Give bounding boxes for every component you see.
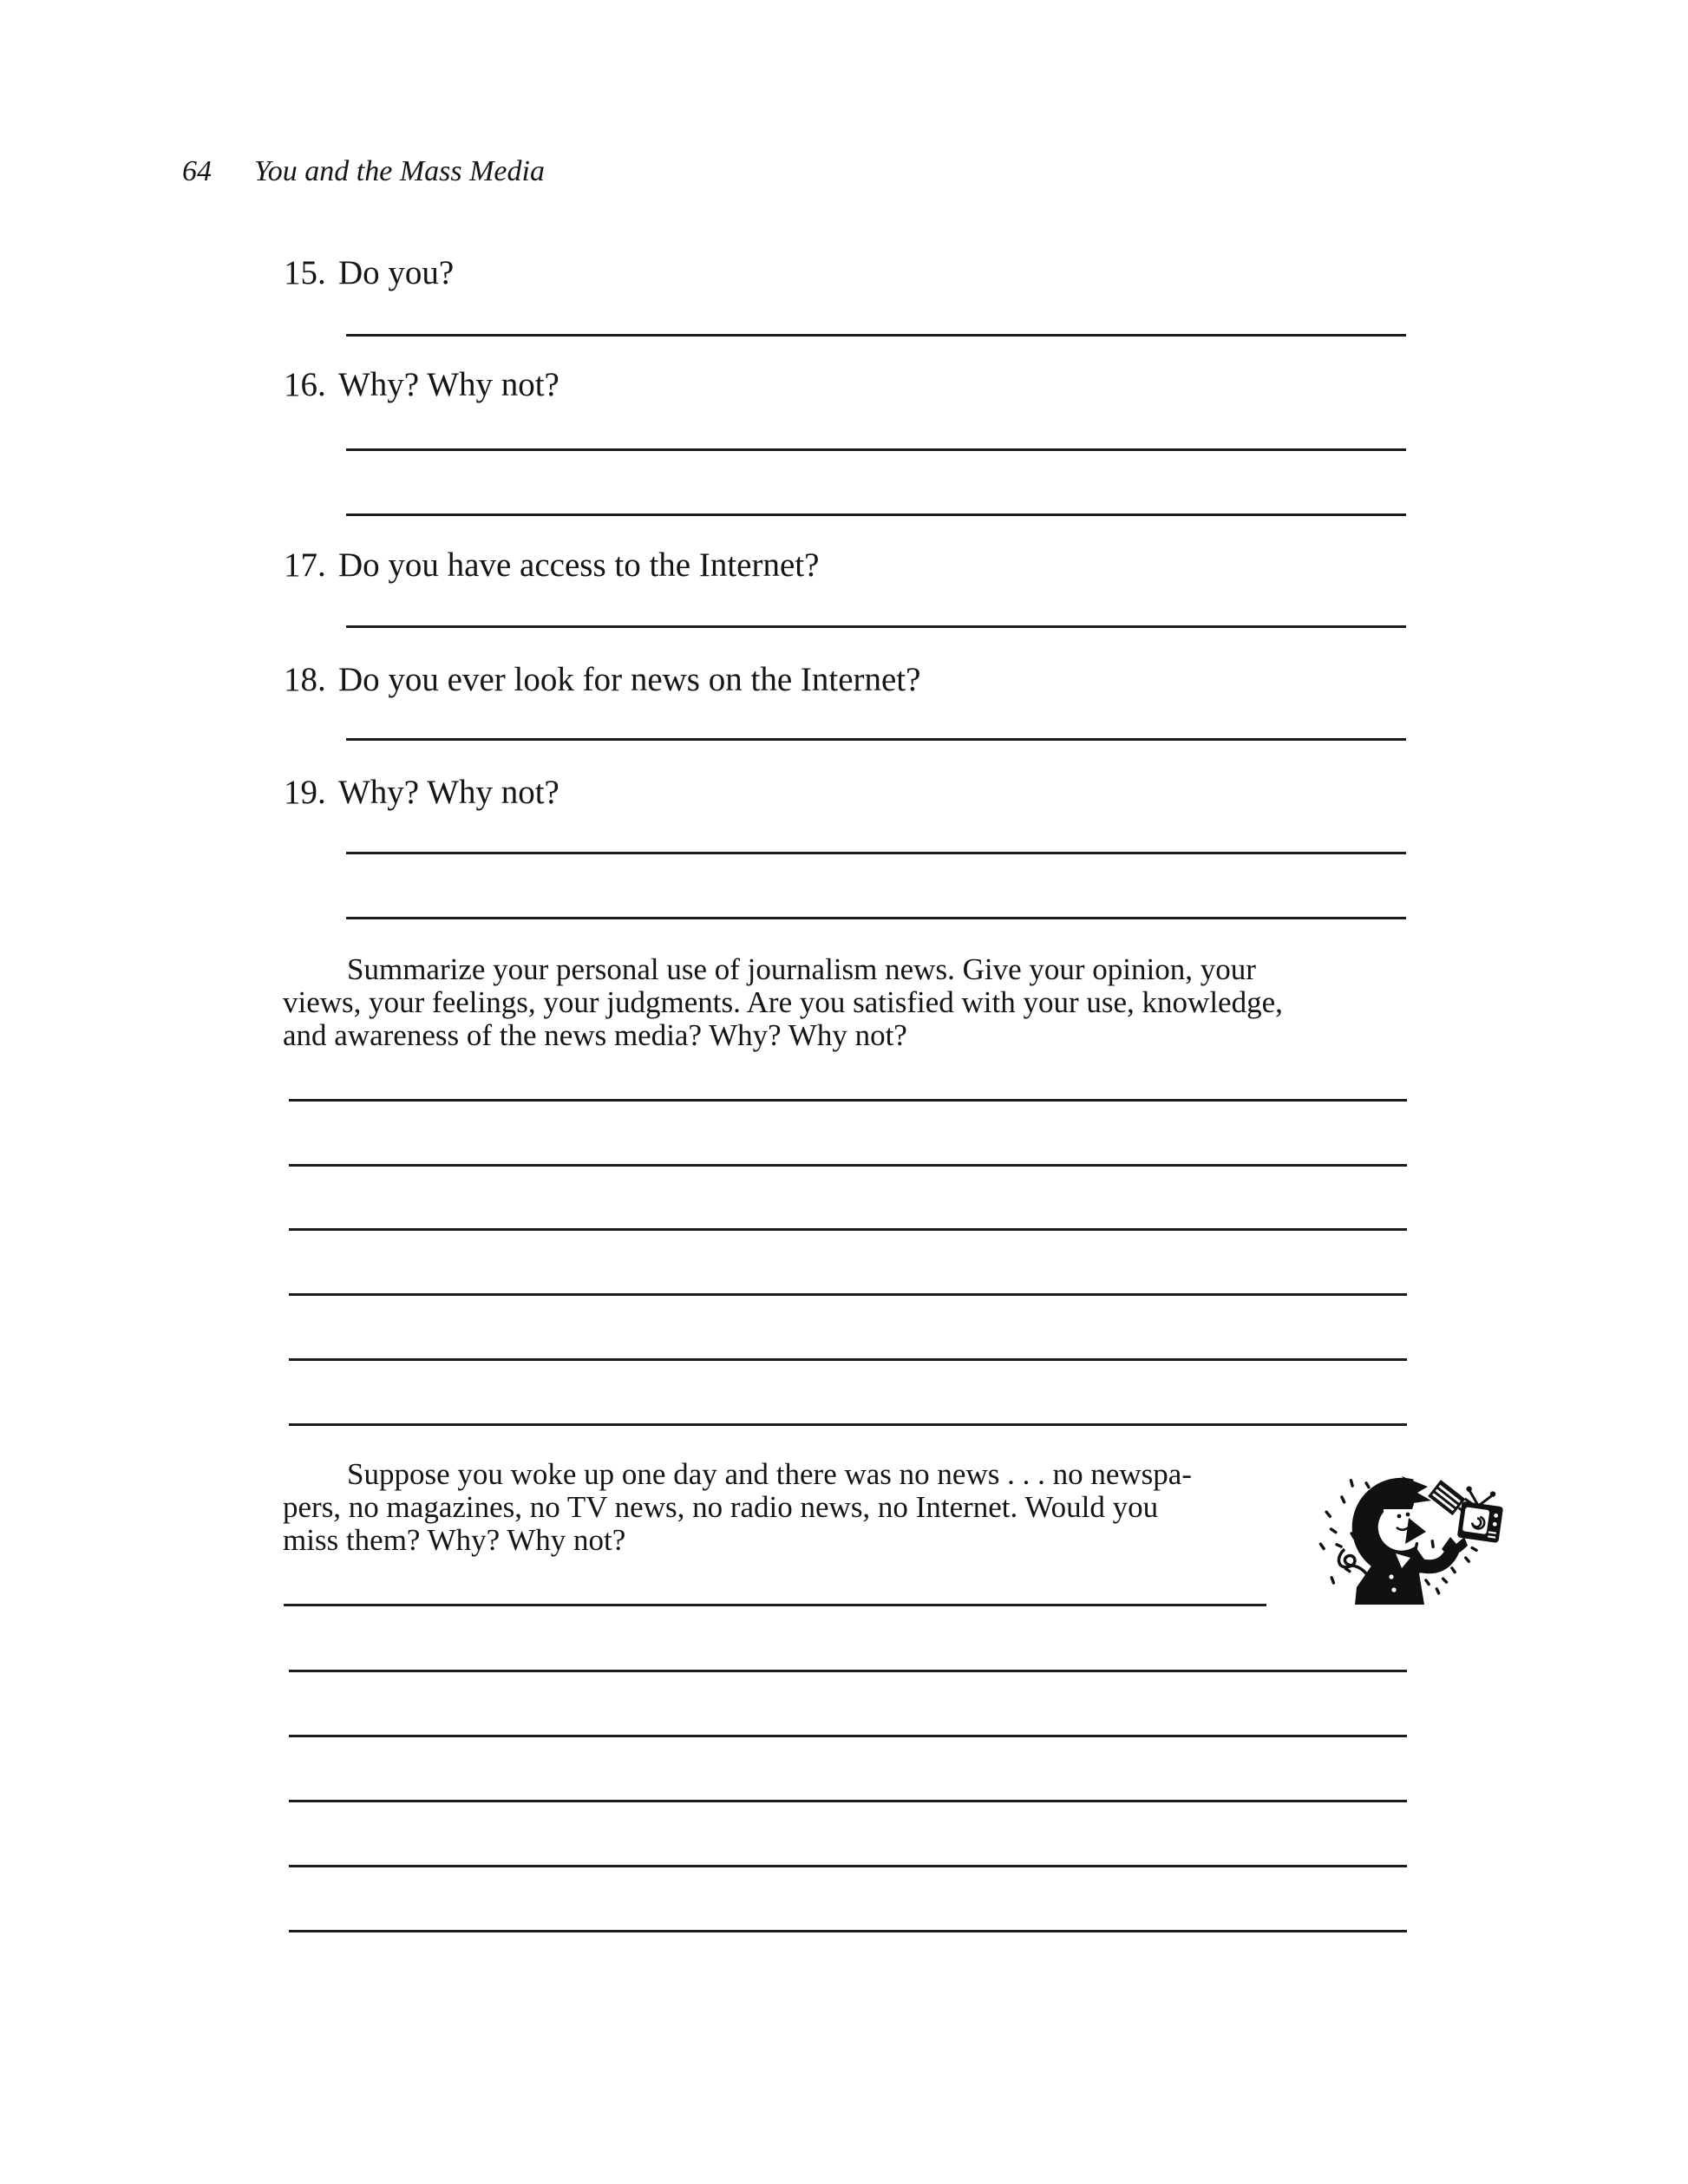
answer-line: [346, 738, 1406, 741]
answer-line: [289, 1735, 1407, 1737]
question-number: 18.: [284, 661, 326, 698]
paragraph-line: Suppose you woke up one day and there was no news . . . no newspa-: [347, 1457, 1192, 1491]
answer-line: [289, 1865, 1407, 1867]
page-number: 64: [182, 155, 212, 187]
tv-set-icon: [1457, 1486, 1504, 1543]
answer-line: [289, 1670, 1407, 1672]
no-news-cartoon-illustration: [1312, 1466, 1504, 1612]
answer-line: [346, 334, 1406, 337]
paragraph-line: Summarize your personal use of journalism news. Give your opinion, your: [347, 952, 1256, 986]
running-title: You and the Mass Media: [254, 155, 545, 187]
suppose-prompt-paragraph: [283, 1458, 1192, 1557]
answer-line: [289, 1293, 1407, 1296]
question-number: 19.: [284, 774, 326, 811]
question-text: Do you ever look for news on the Internet?: [338, 661, 921, 698]
answer-line: [289, 1800, 1407, 1802]
paragraph-line: and awareness of the news media? Why? Why not?: [283, 1018, 907, 1052]
question-text: Do you?: [338, 254, 455, 291]
answer-line: [289, 1358, 1407, 1361]
answer-line: [289, 1228, 1407, 1231]
question-number: 15.: [284, 254, 326, 291]
answer-line: [346, 513, 1406, 516]
summarize-prompt-paragraph: [283, 953, 1283, 1052]
answer-line: [289, 1930, 1407, 1932]
question-text: Do you have access to the Internet?: [338, 546, 820, 584]
answer-line: [346, 448, 1406, 451]
answer-line: [284, 1604, 1266, 1606]
paragraph-line: miss them? Why? Why not?: [283, 1523, 626, 1557]
answer-line: [289, 1099, 1407, 1102]
answer-line: [289, 1164, 1407, 1167]
question-text: Why? Why not?: [338, 366, 559, 403]
answer-line: [346, 852, 1406, 854]
question-text: Why? Why not?: [338, 774, 559, 811]
paragraph-line: views, your feelings, your judgments. Are you satisfied with your use, knowledge,: [283, 985, 1283, 1019]
answer-line: [289, 1423, 1407, 1426]
paragraph-line: pers, no magazines, no TV news, no radio news, no Internet. Would you: [283, 1490, 1159, 1524]
answer-line: [346, 625, 1406, 628]
question-number: 17.: [284, 546, 326, 584]
question-number: 16.: [284, 366, 326, 403]
answer-line: [346, 917, 1406, 919]
